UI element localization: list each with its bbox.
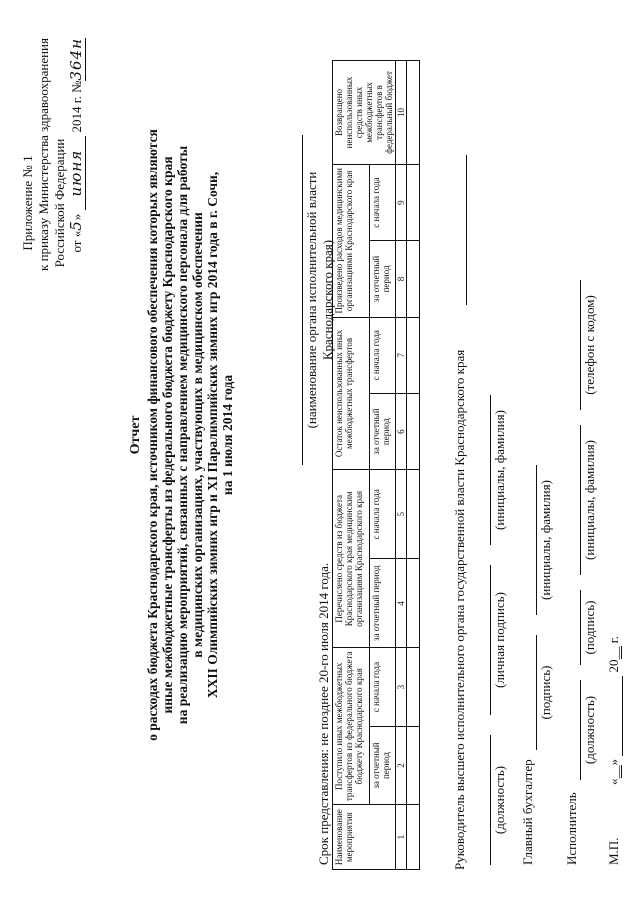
header-returned: Возвращено неиспользованных средств иных межбюджетных трансфертов в федеральный бюджет [333,61,396,165]
header-remainder: Остаток неиспользованных иных межбюджетных трансфертов [333,317,370,470]
head-position-caption: (должность) [492,765,507,835]
col-number: 2 [396,726,407,804]
report-date: «__» 20__ г. [606,636,621,785]
header-transferred: Перечислено средств из бюджета Краснодарского края медицинским организациям Краснодарского края [333,470,370,648]
head-title: Руководитель высшего исполнительного органа государственной власти Краснодарского края [452,349,467,870]
report-title-line: иные межбюджетные трансферты из федерального бюджета бюджету Краснодарского края [160,156,175,714]
table-number-row [396,61,407,870]
appendix-block [20,38,85,368]
executor-phone-caption: (телефон с кодом) [582,295,597,395]
executor-initials-caption: (инициалы, фамилия) [582,440,597,560]
report-title-line: о расходах бюджета Краснодарского края, источником финансового обеспечения которых являются [145,129,160,741]
head-title-line [452,155,467,305]
executor-position-caption: (должность) [582,695,597,765]
executor-phone-line [566,280,581,410]
appendix-line2: к приказу Министерства здравоохранения [36,38,51,271]
head-signature-caption: (личная подпись) [492,592,507,688]
seal-label: М.П. [606,837,621,865]
report-table [332,60,420,870]
accountant-signature-line [522,635,537,750]
report-title-line: на 1 июля 2014 года [220,374,235,496]
report-heading: Отчет [128,415,143,455]
table-cell [407,241,420,317]
col-number: 4 [396,559,407,648]
gov-body-caption: (наименование органа исполнительной власти Краснодарского края) [304,171,335,429]
sub-year: с начала года [370,648,396,726]
executor-position-line [566,680,581,780]
accountant-initials-line [522,465,537,615]
appendix-date-line: от «5» июня 2014 г. №364н [67,38,85,253]
sub-period: за отчетный период [370,393,396,469]
col-number: 10 [396,61,407,165]
table-cell [407,648,420,726]
col-number: 6 [396,393,407,469]
appendix-line1: Приложение № 1 [20,155,35,251]
accountant-signature-caption: (подпись) [538,665,553,720]
col-number: 8 [396,241,407,317]
table-cell [407,470,420,559]
appendix-line3: Российской Федерации [52,138,67,268]
table-cell [407,393,420,469]
report-title-line: в медицинских организациях, участвующих в медицинском обеспечении [190,212,205,658]
gov-body-line [286,135,303,465]
col-number: 5 [396,470,407,559]
executor-signature-line [566,590,581,665]
header-received: Поступило иных межбюджетных трансфертов из федерального бюджета бюджету Краснодарского края [333,648,370,805]
table-cell [407,164,420,240]
executor-initials-line [566,425,581,575]
col-number: 7 [396,317,407,393]
sub-year: с начала года [370,317,396,393]
head-signature-line [476,565,491,715]
col-number: 9 [396,164,407,240]
executor-signature-caption: (подпись) [582,600,597,655]
appendix-month: июня [67,136,86,211]
col-number: 3 [396,648,407,726]
report-title-line: на реализацию мероприятий, связанных с направлением медицинского персонала для работы [175,145,190,725]
table-cell [407,317,420,393]
appendix-order-number: 364н [67,38,85,81]
appendix-day: 5 [67,220,85,231]
table-row [407,61,420,870]
report-title-line: XXII Олимпийских зимних игр и XI Паралимпийских зимних игр 2014 года в г. Сочи, [205,171,220,699]
sub-year: с начала года [370,164,396,240]
table-cell [407,805,420,870]
sub-period: за отчетный период [370,559,396,648]
report-date-month-line [606,676,623,756]
head-initials-line [476,395,491,545]
chief-accountant-label: Главный бухгалтер [520,759,535,865]
report-title [128,85,235,785]
header-activity-name: Наименование мероприятия [333,805,396,870]
accountant-initials-caption: (инициалы, фамилия) [538,480,553,600]
table-cell [407,559,420,648]
table-cell [407,61,420,165]
sub-period: за отчетный период [370,726,396,804]
executor-label: Исполнитель [564,792,579,865]
table-subheader-row [370,61,396,870]
header-expenses: Произведено расходов медицинскими организациями Краснодарского края [333,164,370,317]
deadline-text: Срок представления: не позднее 20-го июля 2014 года. [316,562,331,865]
table-cell [407,726,420,804]
sub-year: с начала года [370,470,396,559]
sub-period: за отчетный период [370,241,396,317]
col-number: 1 [396,805,407,870]
head-position-line [476,735,491,865]
table-header-row [333,61,370,870]
head-initials-caption: (инициалы, фамилия) [492,410,507,530]
